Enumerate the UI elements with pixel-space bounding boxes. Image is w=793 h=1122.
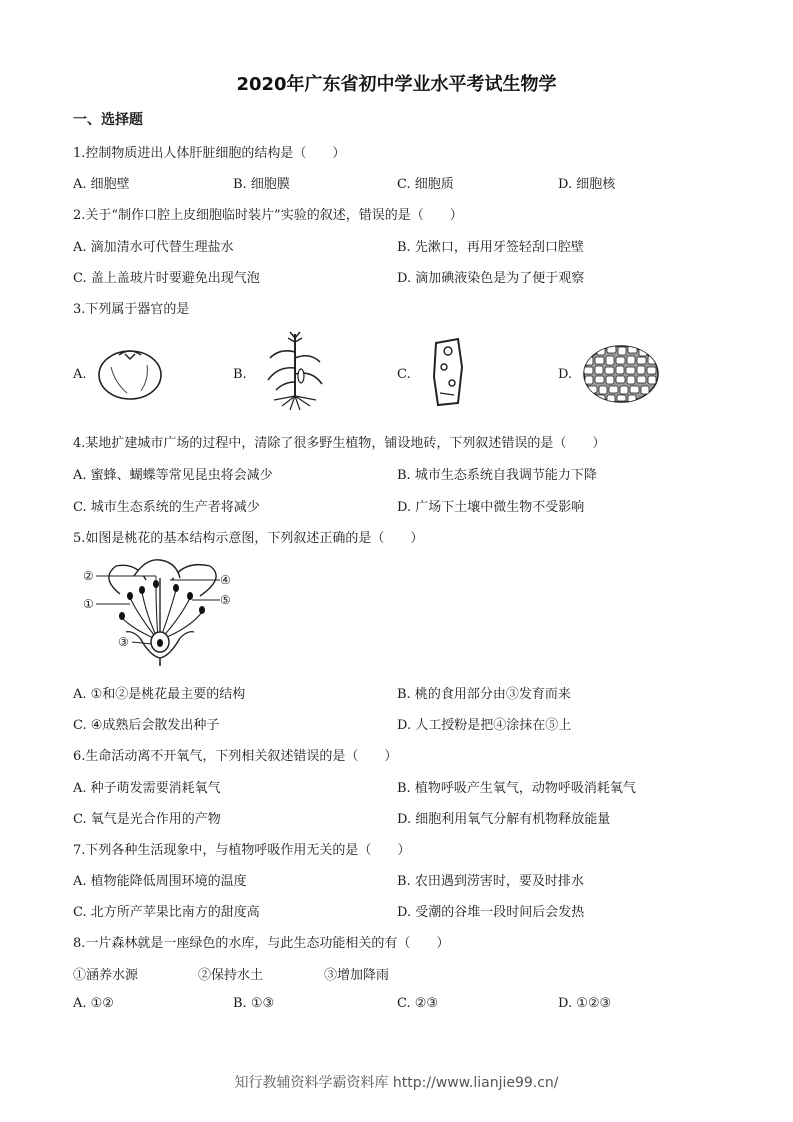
q4-option-d: D. 广场下土壤中微生物不受影响 bbox=[397, 500, 585, 515]
q6-option-a: A. 种子萌发需要消耗氧气 bbox=[73, 781, 221, 796]
question-2: 2.关于“制作口腔上皮细胞临时装片”实验的叙述，错误的是（ ） bbox=[73, 208, 463, 223]
page-title: 2020年广东省初中学业水平考试生物学 bbox=[236, 74, 557, 95]
q8-item-3: ③增加降雨 bbox=[324, 968, 390, 983]
q8-option-b: B. ①③ bbox=[233, 996, 275, 1011]
flower-label-1: ① bbox=[83, 597, 94, 611]
q5-option-d: D. 人工授粉是把④涂抹在⑤上 bbox=[397, 718, 572, 733]
tomato-illustration bbox=[97, 345, 163, 401]
question-6: 6.生命活动离不开氧气，下列相关叙述错误的是（ ） bbox=[73, 749, 398, 764]
q4-option-b: B. 城市生态系统自我调节能力下降 bbox=[397, 468, 597, 483]
q8-option-a: A. ①② bbox=[73, 996, 114, 1011]
q2-option-a: A. 滴加清水可代替生理盐水 bbox=[73, 240, 234, 255]
q1-option-c: C. 细胞质 bbox=[397, 177, 454, 192]
q7-option-a: A. 植物能降低周围环境的温度 bbox=[73, 874, 247, 889]
question-7: 7.下列各种生活现象中，与植物呼吸作用无关的是（ ） bbox=[73, 843, 411, 858]
flower-label-2: ② bbox=[83, 569, 94, 583]
q3-option-a: A. bbox=[73, 367, 87, 382]
corn-plant-illustration bbox=[262, 330, 328, 412]
tissue-block-illustration bbox=[428, 337, 468, 407]
q2-option-d: D. 滴加碘液染色是为了便于观察 bbox=[397, 271, 585, 286]
peach-flower-diagram bbox=[80, 558, 240, 666]
footer-watermark: 知行教辅资料学霸资料库 http://www.lianjie99.cn/ bbox=[234, 1075, 559, 1091]
q5-option-c: C. ④成熟后会散发出种子 bbox=[73, 718, 220, 733]
q7-option-d: D. 受潮的谷堆一段时间后会发热 bbox=[397, 905, 585, 920]
q8-item-1: ①涵养水源 bbox=[73, 968, 139, 983]
flower-label-5: ⑤ bbox=[220, 593, 231, 607]
q8-option-d: D. ①②③ bbox=[558, 996, 612, 1011]
question-3: 3.下列属于器官的是 bbox=[73, 302, 190, 317]
question-8: 8.一片森林就是一座绿色的水库，与此生态功能相关的有（ ） bbox=[73, 936, 450, 951]
flower-label-3: ③ bbox=[118, 635, 129, 649]
q1-option-d: D. 细胞核 bbox=[558, 177, 616, 192]
q8-item-2: ②保持水土 bbox=[198, 968, 264, 983]
q5-option-b: B. 桃的食用部分由③发育而来 bbox=[397, 687, 571, 702]
q2-option-c: C. 盖上盖玻片时要避免出现气泡 bbox=[73, 271, 260, 286]
q4-option-a: A. 蜜蜂、蝴蝶等常见昆虫将会减少 bbox=[73, 468, 273, 483]
q5-option-a: A. ①和②是桃花最主要的结构 bbox=[73, 687, 246, 702]
question-5: 5.如图是桃花的基本结构示意图，下列叙述正确的是（ ） bbox=[73, 531, 424, 546]
q2-option-b: B. 先漱口，再用牙签轻刮口腔壁 bbox=[397, 240, 584, 255]
q6-option-d: D. 细胞利用氧气分解有机物释放能量 bbox=[397, 812, 611, 827]
q3-option-b: B. bbox=[233, 367, 247, 382]
flower-label-4: ④ bbox=[220, 573, 231, 587]
section-heading: 一、选择题 bbox=[73, 112, 143, 128]
q7-option-b: B. 农田遇到涝害时，要及时排水 bbox=[397, 874, 584, 889]
q1-option-a: A. 细胞壁 bbox=[73, 177, 130, 192]
q8-option-c: C. ②③ bbox=[397, 996, 439, 1011]
question-4: 4.某地扩建城市广场的过程中，清除了很多野生植物，铺设地砖，下列叙述错误的是（ ） bbox=[73, 436, 606, 451]
q3-option-d: D. bbox=[558, 367, 573, 382]
q6-option-b: B. 植物呼吸产生氧气，动物呼吸消耗氧气 bbox=[397, 781, 636, 796]
q4-option-c: C. 城市生态系统的生产者将减少 bbox=[73, 500, 260, 515]
cell-tissue-illustration bbox=[582, 344, 660, 404]
question-1: 1.控制物质进出人体肝脏细胞的结构是（ ） bbox=[73, 146, 346, 161]
q3-option-c: C. bbox=[397, 367, 411, 382]
q1-option-b: B. 细胞膜 bbox=[233, 177, 290, 192]
q7-option-c: C. 北方所产苹果比南方的甜度高 bbox=[73, 905, 260, 920]
q6-option-c: C. 氧气是光合作用的产物 bbox=[73, 812, 221, 827]
